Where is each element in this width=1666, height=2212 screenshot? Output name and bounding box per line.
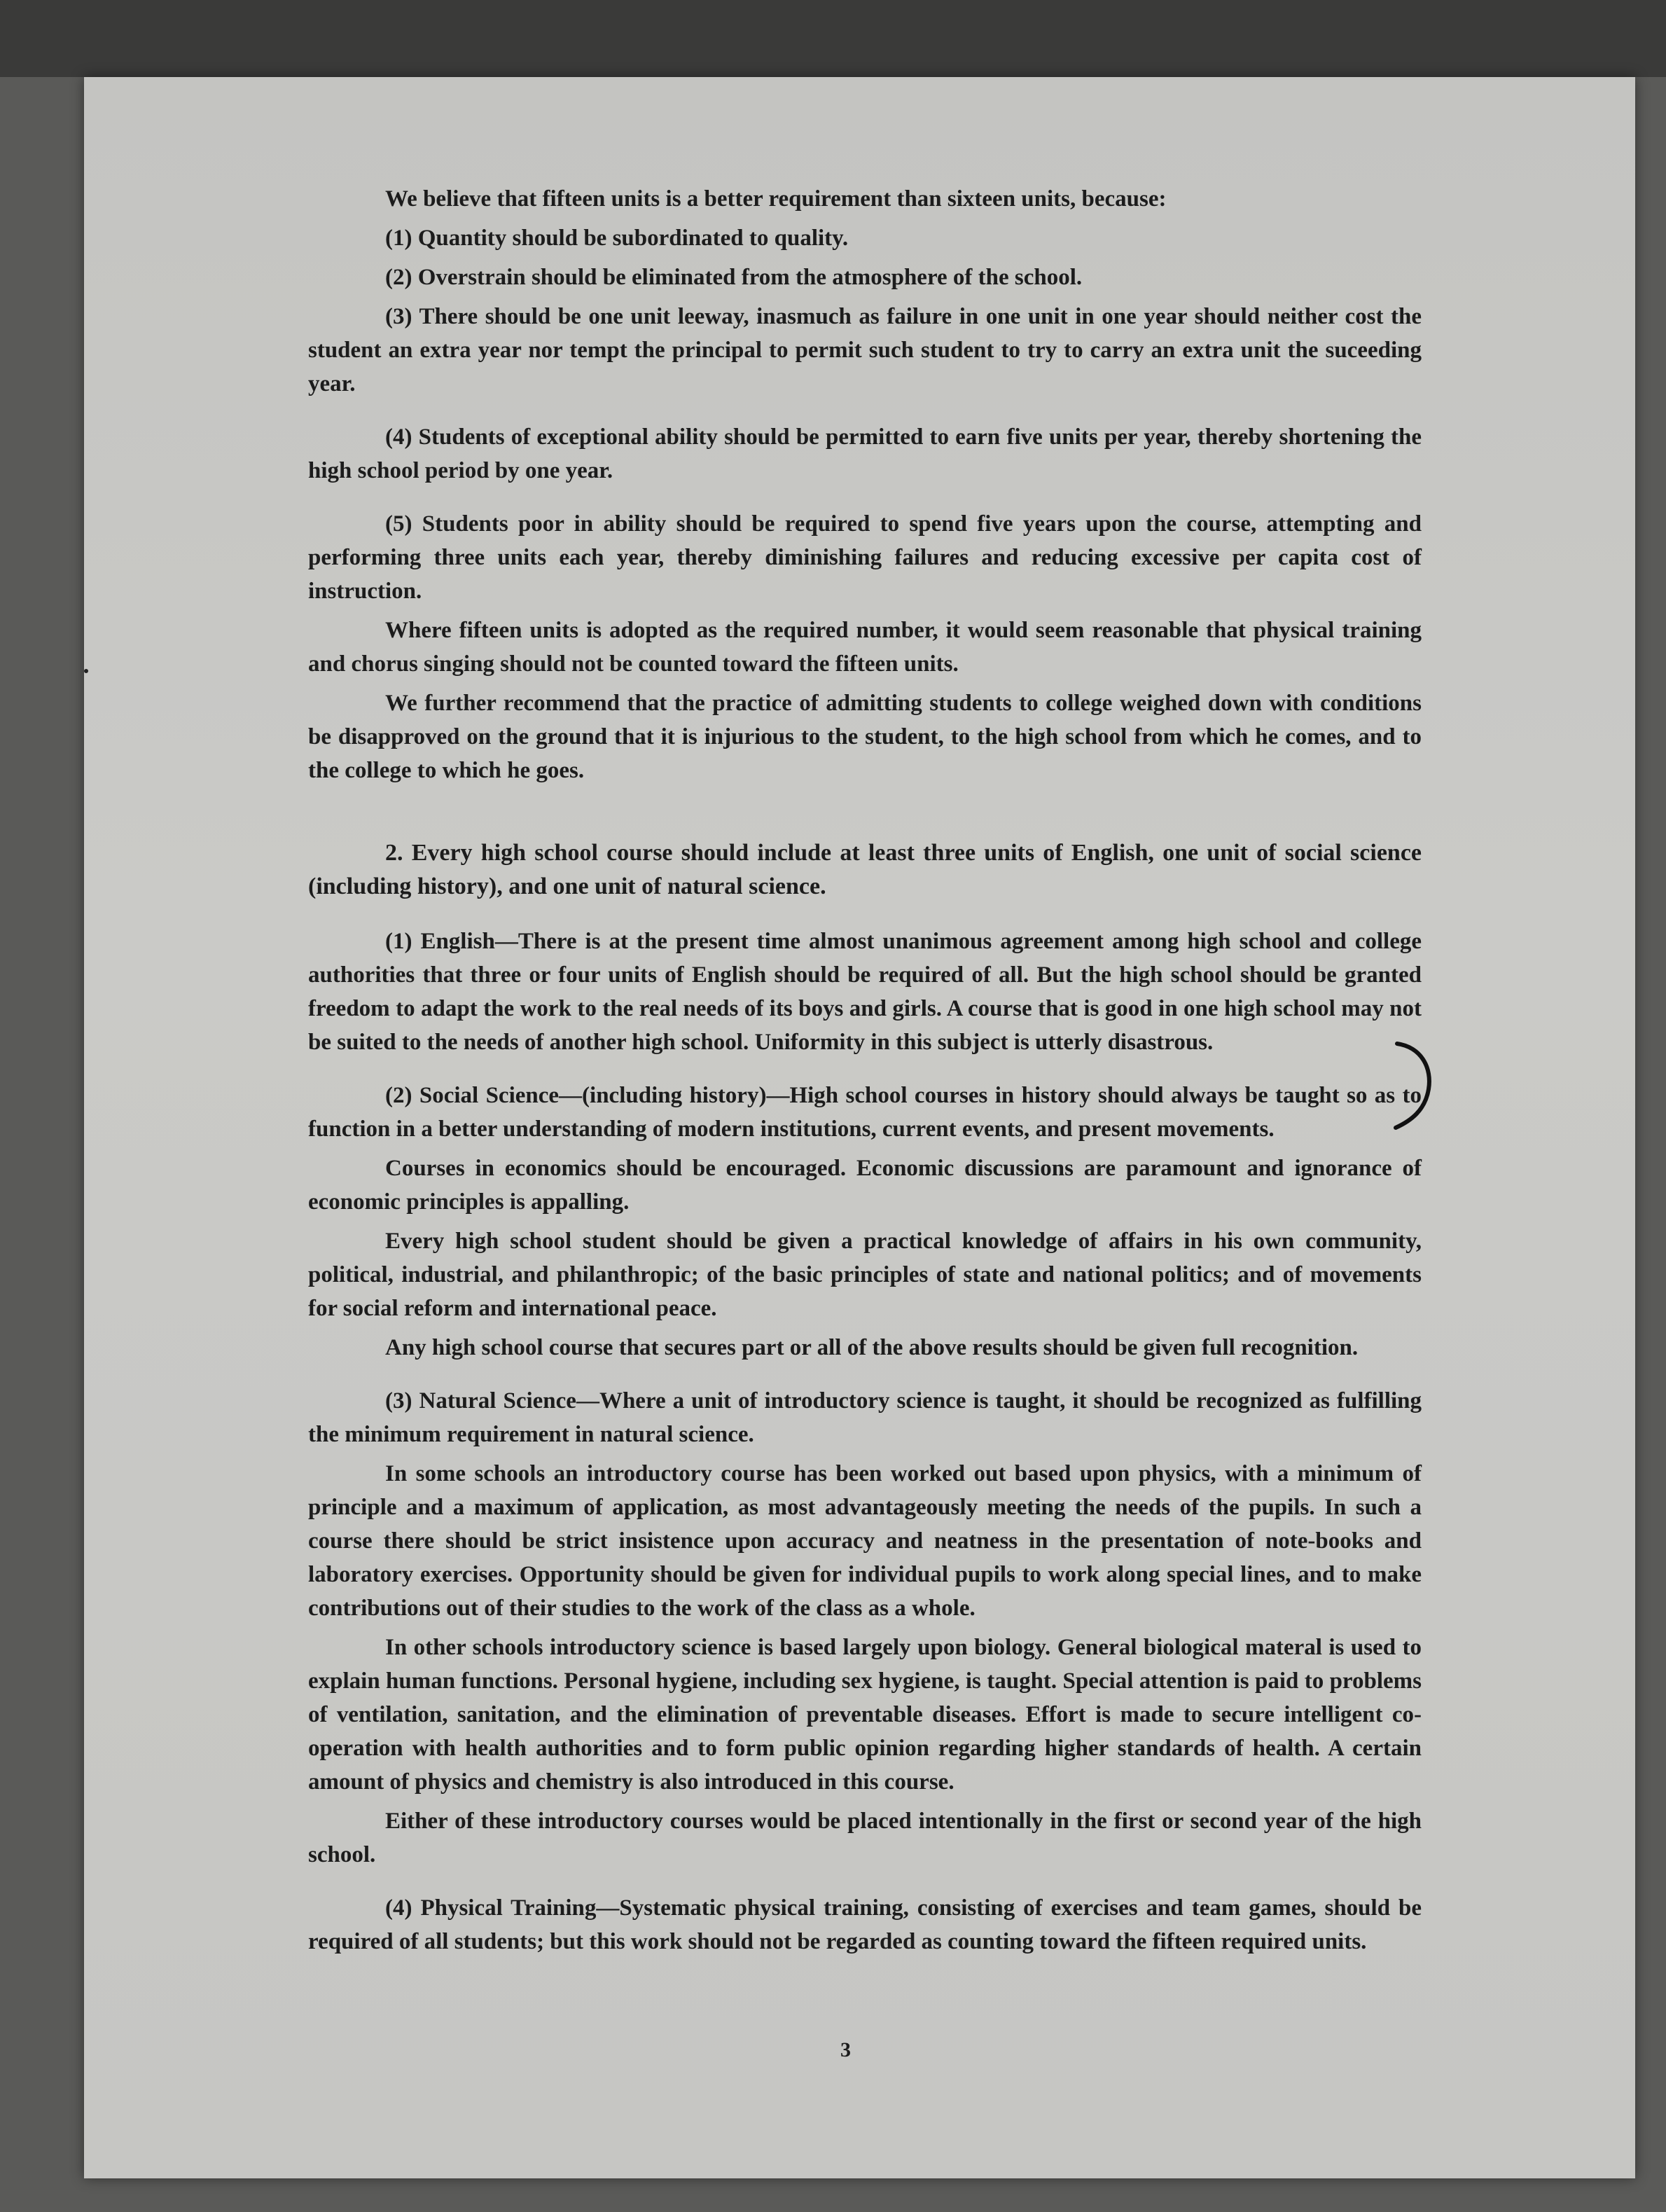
term-natural-science: Natural Science xyxy=(419,1388,576,1413)
paragraph-any-course: Any high school course that secures part or all of the above results should be given full recognition. xyxy=(385,1335,1359,1360)
handwritten-bracket-mark xyxy=(1390,1040,1446,1131)
paragraph-intro: We believe that fifteen units is a better requirement than sixteen units, because: xyxy=(385,186,1167,212)
reason-2: (2) Overstrain should be eliminated from the atmosphere of the school. xyxy=(385,265,1083,290)
paragraph-economics: Courses in economics should be encouraged. Economic discussions are paramount and ignorance of economic principles is appalling. xyxy=(308,1156,1422,1215)
paragraph-further: We further recommend that the practice of admitting students to college weighed down with conditions be disapproved on the ground that it is injurious to the student, to the high school from which he comes, and to the college to which he goes. xyxy=(308,691,1422,783)
term-social-science: Social Science xyxy=(419,1083,560,1108)
paragraph-biology-course: In other schools introductory science is based largely upon biology. General biological materal is used to explain human functions. Personal hygiene, including sex hygiene, is taught. Special attention is paid to problems of ventilation, sanitation, and the elimination of preventable diseases. Effort is made to secure intelligent co-operation with health authorities and to form public opinion regarding higher standards of health. A certain amount of physics and chemistry is also introduced in this course. xyxy=(308,1635,1422,1795)
item-social-science: (2) Social Science—(including history)—High school courses in history should always be taught so as to function in a better understanding of modern institutions, current events, and present movements. xyxy=(308,1083,1422,1142)
page-number: 3 xyxy=(840,2038,851,2061)
item-physical-training: (4) Physical Training—Systematic physical training, consisting of exercises and team games, should be required of all students; but this work should not be regarded as counting toward the fifteen required units. xyxy=(308,1895,1422,1954)
term-english: English xyxy=(420,929,495,954)
margin-mark xyxy=(84,669,88,673)
reason-4: (4) Students of exceptional ability should be permitted to earn five units per year, thereby shortening the high school period by one year. xyxy=(308,424,1422,483)
reason-5: (5) Students poor in ability should be required to spend five years upon the course, attempting and performing three units each year, thereby diminishing failures and reducing excessive per capita cost of instruction. xyxy=(308,511,1422,604)
item-english: (1) English—There is at the present time almost unanimous agreement among high school and college authorities that three or four units of English should be required of all. But the high school should be granted freedom to adapt the work to the real needs of its boys and girls. A course that is good in one high school may not be suited to the needs of another high school. Uniformity in this subject is utterly disastrous. xyxy=(308,929,1422,1055)
section-heading: 2. Every high school course should include at least three units of English, one unit of social science (including history), and one unit of natural science. xyxy=(308,840,1422,899)
reason-3: (3) There should be one unit leeway, inasmuch as failure in one unit in one year should neither cost the student an extra year nor tempt the principal to permit such student to try to carry an extra unit the suceeding year. xyxy=(308,304,1422,396)
reason-1: (1) Quantity should be subordinated to quality. xyxy=(385,226,849,251)
paragraph-every-student: Every high school student should be given a practical knowledge of affairs in his own community, political, industrial, and philanthropic; of the basic principles of state and national politics; and of movements for social reform and international peace. xyxy=(308,1229,1422,1321)
paragraph-either-course: Either of these introductory courses would be placed intentionally in the first or second year of the high school. xyxy=(308,1809,1422,1867)
paragraph-fifteen-units: Where fifteen units is adopted as the required number, it would seem reasonable that physical training and chorus singing should not be counted toward the fifteen units. xyxy=(308,618,1422,677)
item-natural-science: (3) Natural Science—Where a unit of introductory science is taught, it should be recognized as fulfilling the minimum requirement in natural science. xyxy=(308,1388,1422,1447)
term-physical-training: Physical Training xyxy=(420,1895,597,1921)
paragraph-physics-course: In some schools an introductory course has been worked out based upon physics, with a minimum of principle and a maximum of application, as most advantageously meeting the needs of the pupils. In such a course there should be strict insistence upon accuracy and neatness in the presentation of note-books and laboratory exercises. Opportunity should be given for individual pupils to work along special lines, and to make contributions out of their studies to the work of the class as a whole. xyxy=(308,1461,1422,1621)
scan-background xyxy=(0,0,1666,77)
document-body xyxy=(308,182,1422,1964)
